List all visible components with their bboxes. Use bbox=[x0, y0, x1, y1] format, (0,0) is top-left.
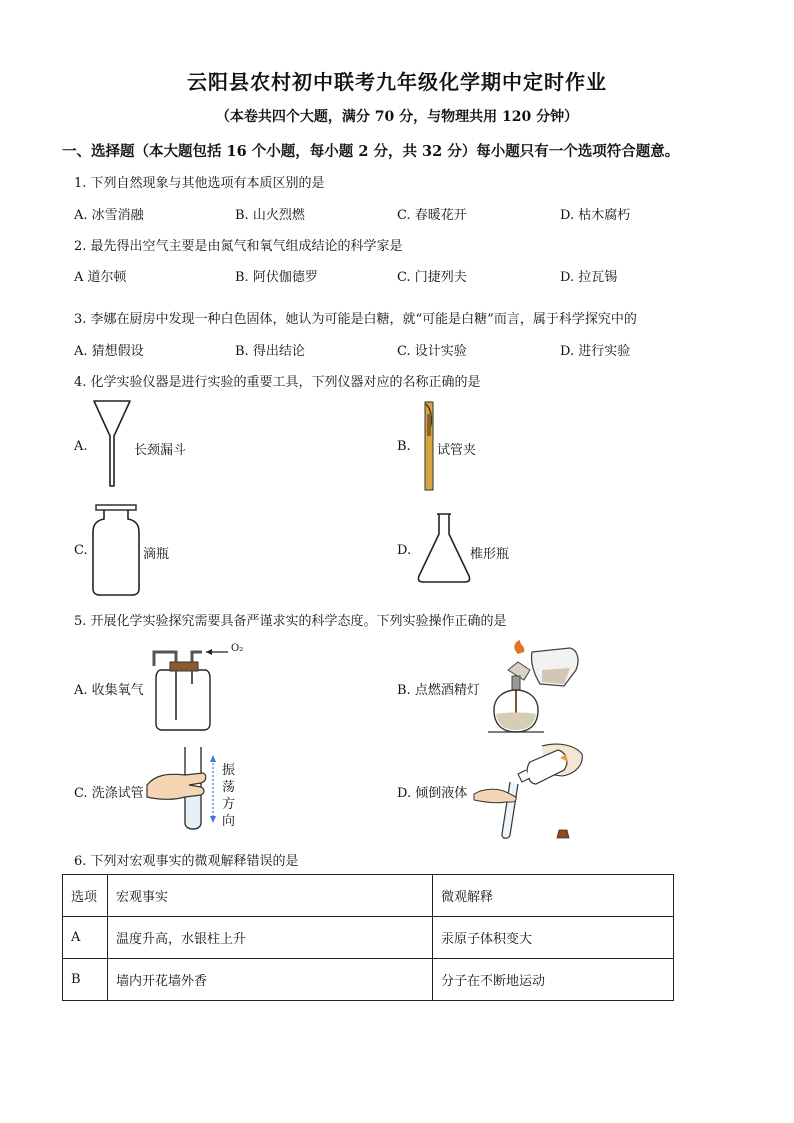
hand-holding-test-tube-icon bbox=[145, 745, 220, 835]
question-4-option-d-letter[interactable]: D. bbox=[397, 543, 412, 558]
question-2-option-a[interactable]: A 道尔顿 bbox=[74, 270, 127, 285]
page-title: 云阳县农村初中联考九年级化学期中定时作业 bbox=[187, 70, 607, 94]
question-2-option-b[interactable]: B. 阿伏伽德罗 bbox=[235, 270, 318, 285]
question-5-option-a[interactable]: A. 收集氧气 bbox=[74, 683, 144, 698]
question-2-stem: 2. 最先得出空气主要是由氮气和氧气组成结论的科学家是 bbox=[74, 239, 403, 254]
shake-direction-char: 向 bbox=[222, 814, 236, 829]
table-row bbox=[63, 959, 674, 1001]
shake-direction-char: 荡 bbox=[222, 780, 236, 795]
explanation-table bbox=[62, 874, 674, 1001]
question-1-option-b[interactable]: B. 山火烈燃 bbox=[235, 208, 305, 223]
shake-direction-char: 振 bbox=[222, 763, 236, 778]
table-cell: 分子在不断地运动 bbox=[433, 959, 674, 1001]
question-4-option-a-letter[interactable]: A. bbox=[74, 439, 88, 454]
question-3-option-b[interactable]: B. 得出结论 bbox=[235, 344, 305, 359]
table-header-cell: 选项 bbox=[63, 875, 108, 917]
table-cell: 温度升高，水银柱上升 bbox=[108, 917, 433, 959]
question-1-option-c[interactable]: C. 春暖花开 bbox=[397, 208, 467, 223]
question-4-option-c-name: 滴瓶 bbox=[143, 547, 170, 562]
table-header-cell: 微观解释 bbox=[433, 875, 674, 917]
wide-mouth-bottle-icon bbox=[90, 503, 142, 597]
pouring-liquid-icon bbox=[470, 740, 590, 840]
conical-flask-icon bbox=[416, 512, 472, 584]
table-cell: A bbox=[63, 917, 108, 959]
question-5-option-c[interactable]: C. 洗涤试管 bbox=[74, 786, 144, 801]
oxygen-label: O₂ bbox=[231, 643, 244, 654]
question-3-option-c[interactable]: C. 设计实验 bbox=[397, 344, 467, 359]
table-row bbox=[63, 917, 674, 959]
alcohol-lamp-icon bbox=[484, 640, 582, 736]
question-2-option-c[interactable]: C. 门捷列夫 bbox=[397, 270, 467, 285]
funnel-icon bbox=[92, 398, 132, 488]
question-4-option-b-letter[interactable]: B. bbox=[397, 439, 411, 454]
shake-direction-char: 方 bbox=[222, 797, 236, 812]
table-cell: 墙内开花墙外香 bbox=[108, 959, 433, 1001]
question-4-stem: 4. 化学实验仪器是进行实验的重要工具，下列仪器对应的名称正确的是 bbox=[74, 375, 481, 390]
question-4-option-b-name: 试管夹 bbox=[437, 443, 477, 458]
section-heading: 一、选择题（本大题包括 16 个小题，每小题 2 分，共 32 分）每小题只有一个选项符合题意。 bbox=[62, 143, 680, 160]
question-5-option-d[interactable]: D. 倾倒液体 bbox=[397, 786, 468, 801]
question-3-option-d[interactable]: D. 进行实验 bbox=[560, 344, 631, 359]
question-5-option-b[interactable]: B. 点燃酒精灯 bbox=[397, 683, 480, 698]
question-5-stem: 5. 开展化学实验探究需要具备严谨求实的科学态度。下列实验操作正确的是 bbox=[74, 614, 507, 629]
question-4-option-a-name: 长颈漏斗 bbox=[134, 443, 187, 458]
table-header-cell: 宏观事实 bbox=[108, 875, 433, 917]
question-1-stem: 1. 下列自然现象与其他选项有本质区别的是 bbox=[74, 176, 325, 191]
table-header-row bbox=[63, 875, 674, 917]
stopper-icon bbox=[556, 829, 570, 839]
exam-subtitle: （本卷共四个大题，满分 70 分，与物理共用 120 分钟） bbox=[215, 109, 579, 125]
table-cell: 汞原子体积变大 bbox=[433, 917, 674, 959]
question-3-stem: 3. 李娜在厨房中发现一种白色固体，她认为可能是白糖，就“可能是白糖”而言，属于科学探究中的 bbox=[74, 312, 637, 327]
question-2-option-d[interactable]: D. 拉瓦锡 bbox=[560, 270, 618, 285]
question-1-option-a[interactable]: A. 冰雪消融 bbox=[74, 208, 144, 223]
question-1-option-d[interactable]: D. 枯木腐朽 bbox=[560, 208, 631, 223]
question-6-stem: 6. 下列对宏观事实的微观解释错误的是 bbox=[74, 854, 299, 869]
question-4-option-c-letter[interactable]: C. bbox=[74, 543, 88, 558]
table-cell: B bbox=[63, 959, 108, 1001]
question-3-option-a[interactable]: A. 猜想假设 bbox=[74, 344, 144, 359]
shake-direction-label bbox=[222, 762, 238, 830]
question-4-option-d-name: 椎形瓶 bbox=[470, 547, 510, 562]
